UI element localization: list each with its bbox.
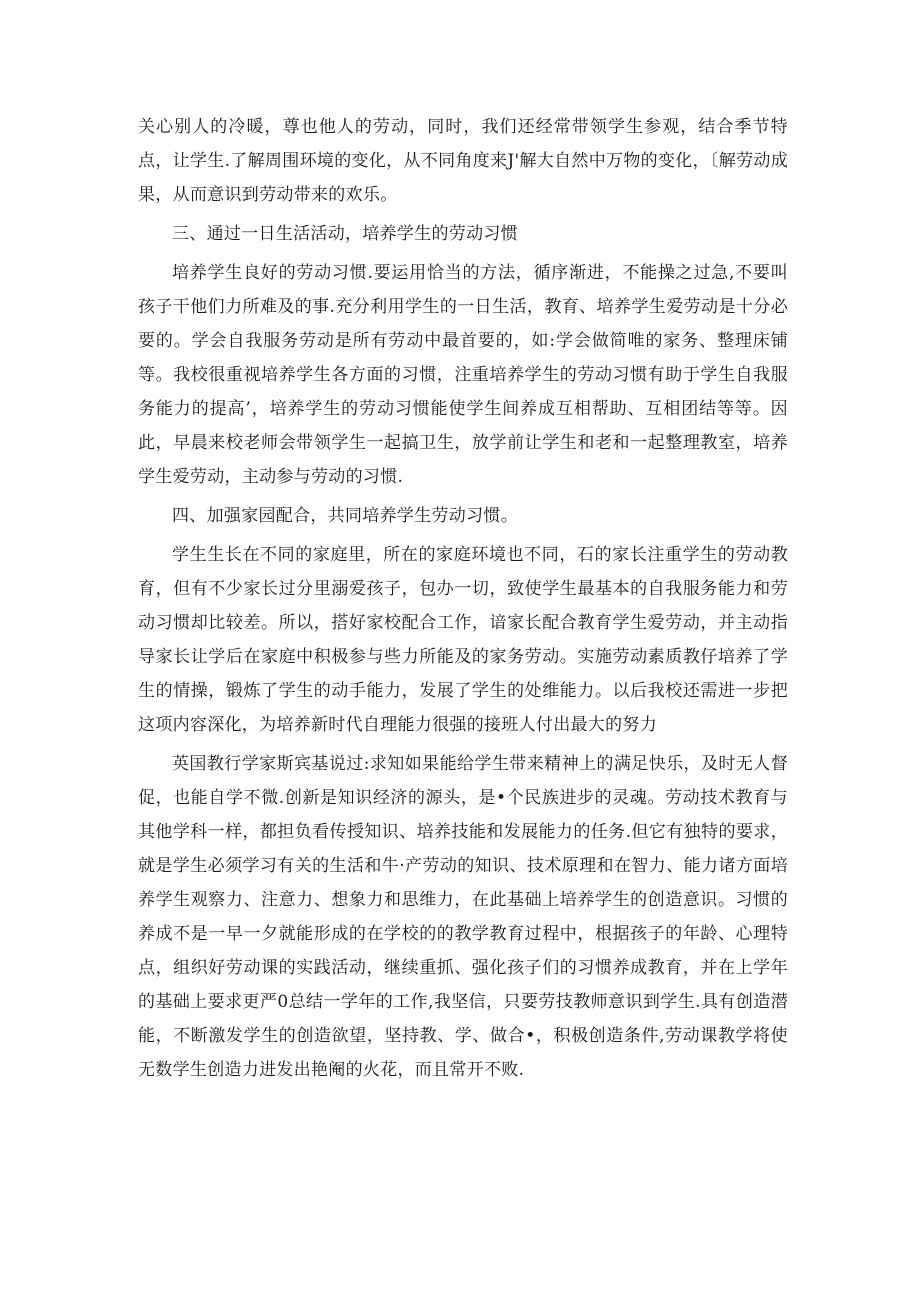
paragraph-creativity: 英国教行学家斯宾基说过:求知如果能给学生带来精神上的满足快乐，及时无人督促，也能自学不微.创新是知识经济的源头，是•个民族进步的灵魂。劳动技术教育与其他学科一样，都担负看传授知识、培养技能和发展能力的任务.但它有独特的要求，就是学生必须学习有关的生活和牛·产劳动的知识、技术原理和在智力、能力诸方面培养学生观察力、注意力、想象力和思维力，在此基础上培养学生的创造意识。习惯的养成不是一早一夕就能形成的在学校的的教学教育过程中，根据孩子的年龄、心理特点，组织好劳动课的实践活动，继续重抓、强化孩子们的习惯养成教育，并在上学年的基础上要求更严0总结一学年的工作,我坚信，只要劳技教师意识到学生.具有创造潜能，不断激发学生的创造欲望，坚持教、学、做合•，积极创造条件,劳动课教学将使无数学生创造力进发出艳阉的火花，而且常开不败. — [138, 754, 788, 1080]
paragraph-continuation: 关心别人的冷暖，尊也他人的劳动，同时，我们还经常带领学生参观，结合季节特点，让学生.了解周围环境的变化，从不同角度来J'解大自然中万物的变化，〔解劳动成果，从而意识到劳动带来的欢乐。 — [138, 117, 788, 205]
section-heading-3: 三、通过一日生活活动，培养学生的劳动习惯 — [172, 224, 518, 244]
document-body — [138, 110, 788, 1092]
paragraph-labor-habits: 培养学生良好的劳动习惯.要运用恰当的方法，循序渐进，不能操之过急,不要叫孩子干他们力所难及的事.充分利用学生的一日生活，教育、培养学生爱劳动是十分必要的。学会自我服务劳动是所有劳动中最首要的，如:学会做简唯的家务、整理床铺等。我校很重视培养学生各方面的习惯，注重培养学生的劳动习惯有助于学生自我服务能力的提高’，培养学生的劳动习惯能使学生间养成互相帮助、互相团结等等。因此，早晨来校老师会带领学生一起搞卫生，放学前让学生和老和一起整理教室，培养学生爱劳动，主动参与劳动的习惯. — [138, 263, 788, 487]
paragraph-home-school: 学生生长在不同的家庭里，所在的家庭环境也不同，石的家长注重学生的劳动教育，但有不少家长过分里溺爱孩子，包办一切，致使学生最基本的自我服务能力和劳动习惯却比较差。所以，搭好家校配合工作，谙家长配合教育学生爱劳动，并主动指导家长让学后在家庭中积极参与些力所能及的家务劳动。实施劳动素质教仔培养了学生的情操，锻炼了学生的动手能力，发展了学生的处维能力。以后我校还需进一步把这项内容深化，为培养新时代自理能力很强的接班人付出最大的努力 — [138, 545, 788, 735]
section-heading-4: 四、加强家园配合，共同培养学生劳动习惯。 — [172, 506, 518, 526]
